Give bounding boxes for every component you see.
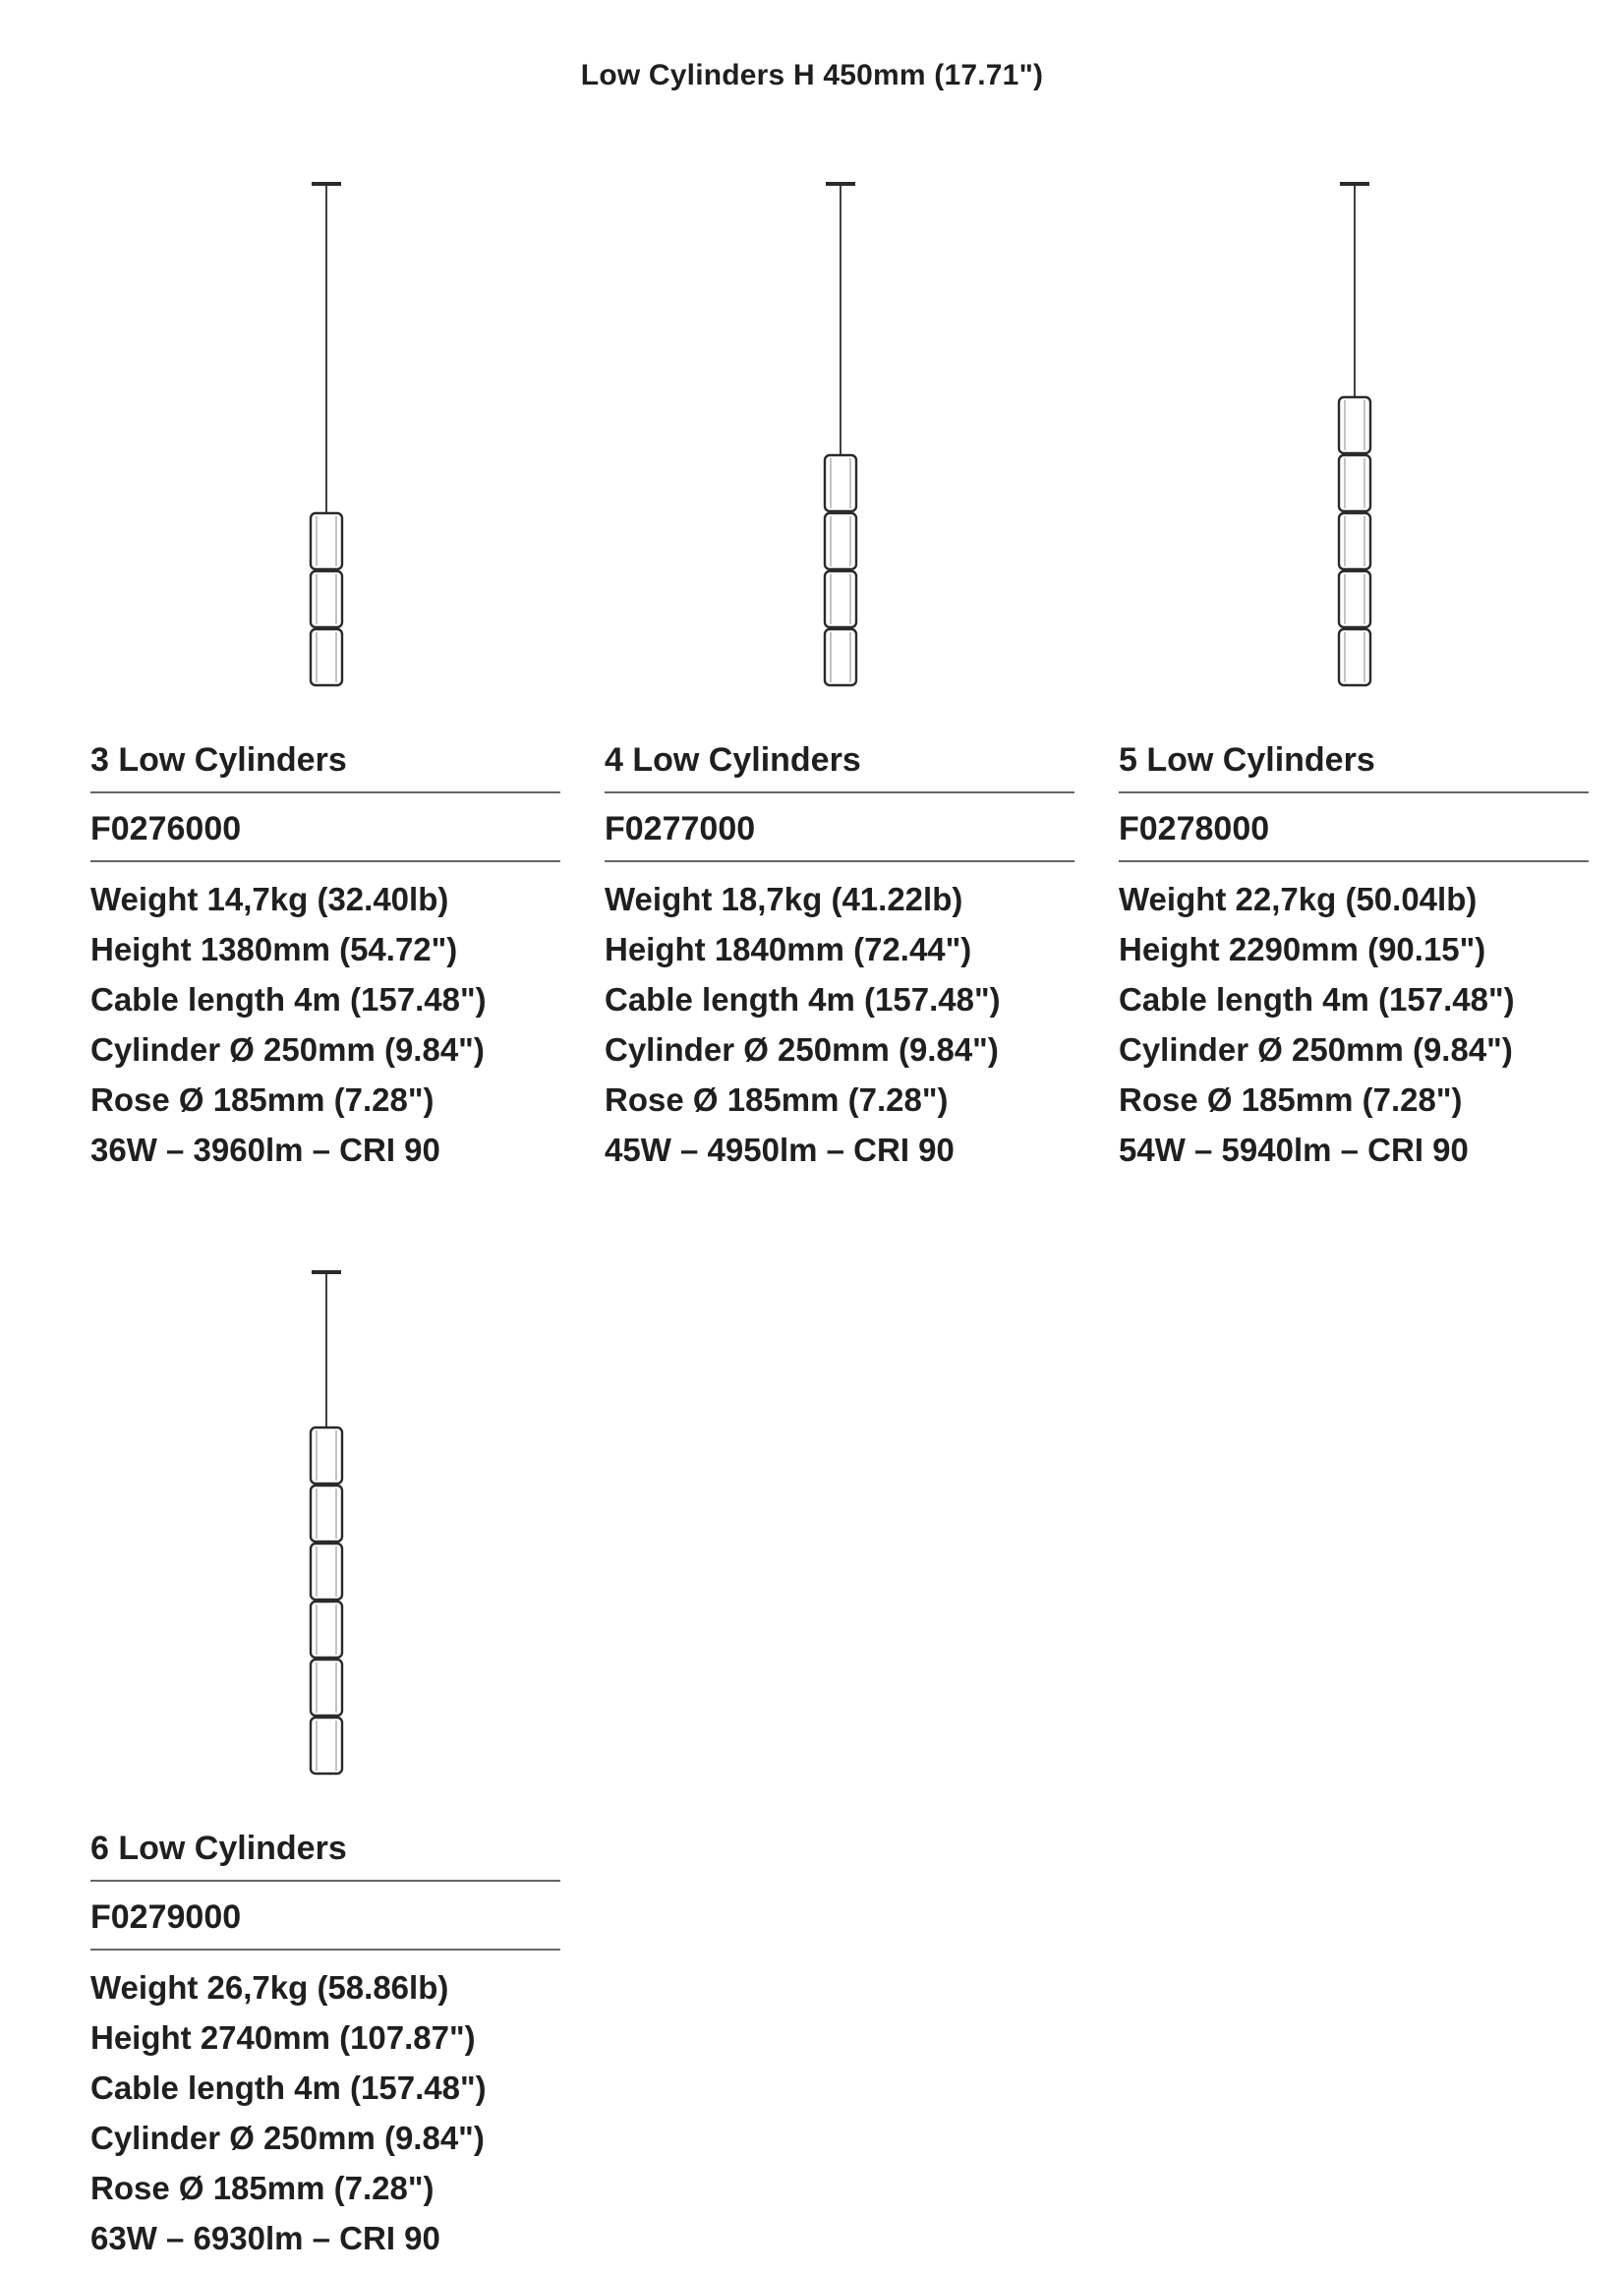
product-name: 4 Low Cylinders — [605, 734, 1074, 793]
cylinder-shade — [311, 513, 342, 569]
spec-power-output: 63W – 6930lm – CRI 90 — [90, 2220, 440, 2256]
spec-rose-diameter: Rose Ø 185mm (7.28") — [90, 1081, 435, 1118]
lamp-drawing — [297, 182, 356, 693]
pendant-lamp-6-cylinders-icon — [297, 1270, 356, 1781]
cylinder-shade — [311, 629, 342, 685]
spec-height: Height 2290mm (90.15") — [1119, 931, 1486, 967]
spec-rose-diameter: Rose Ø 185mm (7.28") — [90, 2170, 435, 2206]
cylinder-shade — [1339, 397, 1370, 453]
product-name: 3 Low Cylinders — [90, 734, 560, 793]
spec-height: Height 1840mm (72.44") — [605, 931, 972, 967]
page-title: Low Cylinders H 450mm (17.71") — [580, 59, 1044, 91]
spec-cable-length: Cable length 4m (157.48") — [605, 981, 1001, 1018]
spec-weight: Weight 26,7kg (58.86lb) — [90, 1969, 449, 2006]
cylinder-shade — [825, 513, 856, 569]
cylinder-shade — [1339, 455, 1370, 511]
spec-weight: Weight 18,7kg (41.22lb) — [605, 881, 963, 917]
product-name: 5 Low Cylinders — [1119, 734, 1589, 793]
cylinder-shade — [825, 455, 856, 511]
spec-cable-length: Cable length 4m (157.48") — [90, 981, 487, 1018]
cylinder-shade — [1339, 571, 1370, 627]
spec-power-output: 54W – 5940lm – CRI 90 — [1119, 1132, 1469, 1168]
cylinder-shade — [311, 1602, 342, 1658]
spec-cylinder-diameter: Cylinder Ø 250mm (9.84") — [90, 1031, 485, 1068]
spec-cable-length: Cable length 4m (157.48") — [1119, 981, 1515, 1018]
spec-cylinder-diameter: Cylinder Ø 250mm (9.84") — [90, 2120, 485, 2156]
cylinder-shade — [1339, 513, 1370, 569]
cylinder-shade — [311, 1486, 342, 1542]
lamp-drawing — [297, 1270, 356, 1781]
pendant-lamp-4-cylinders-icon — [811, 182, 870, 693]
lamp-drawing — [1325, 182, 1384, 693]
spec-list — [90, 862, 560, 1175]
spec-weight: Weight 22,7kg (50.04lb) — [1119, 881, 1478, 917]
spec-height: Height 2740mm (107.87") — [90, 2019, 476, 2056]
spec-power-output: 36W – 3960lm – CRI 90 — [90, 1132, 440, 1168]
spec-rose-diameter: Rose Ø 185mm (7.28") — [605, 1081, 949, 1118]
cylinder-shade — [1339, 629, 1370, 685]
pendant-lamp-3-cylinders-icon — [297, 182, 356, 693]
cylinder-shade — [311, 1544, 342, 1600]
spec-power-output: 45W – 4950lm – CRI 90 — [605, 1132, 955, 1168]
spec-cylinder-diameter: Cylinder Ø 250mm (9.84") — [1119, 1031, 1513, 1068]
lamp-drawing — [811, 182, 870, 693]
spec-list — [90, 1951, 560, 2263]
product-name: 6 Low Cylinders — [90, 1823, 560, 1882]
cylinder-shade — [311, 1428, 342, 1484]
spec-rose-diameter: Rose Ø 185mm (7.28") — [1119, 1081, 1463, 1118]
spec-list — [605, 862, 1074, 1175]
spec-list — [1119, 862, 1589, 1175]
pendant-lamp-5-cylinders-icon — [1325, 182, 1384, 693]
cylinder-shade — [311, 1660, 342, 1716]
product-code: F0279000 — [90, 1882, 560, 1951]
cylinder-shade — [825, 629, 856, 685]
spec-cylinder-diameter: Cylinder Ø 250mm (9.84") — [605, 1031, 999, 1068]
product-code: F0278000 — [1119, 793, 1589, 862]
spec-weight: Weight 14,7kg (32.40lb) — [90, 881, 449, 917]
spec-cable-length: Cable length 4m (157.48") — [90, 2070, 487, 2106]
cylinder-shade — [825, 571, 856, 627]
spec-height: Height 1380mm (54.72") — [90, 931, 458, 967]
cylinder-shade — [311, 1718, 342, 1774]
product-code: F0276000 — [90, 793, 560, 862]
cylinder-shade — [311, 571, 342, 627]
product-code: F0277000 — [605, 793, 1074, 862]
